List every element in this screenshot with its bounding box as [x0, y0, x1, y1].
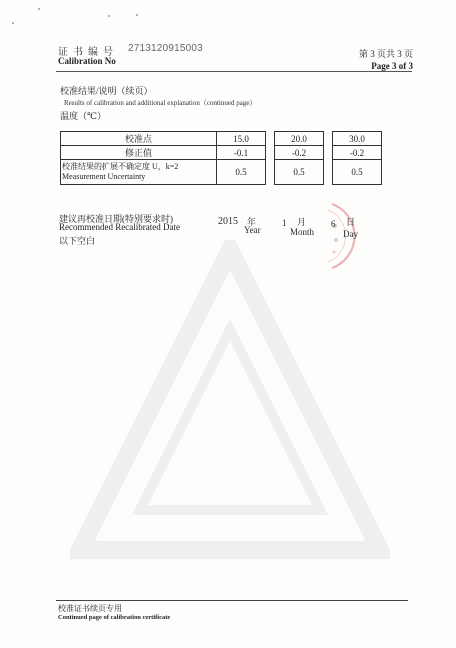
temperature-unit-label: 温度（℃） [60, 111, 107, 121]
scan-speck [38, 8, 40, 10]
table-cell: 0.5 [333, 160, 382, 185]
column-gap [266, 160, 275, 185]
row-label-uncertainty [61, 160, 217, 185]
table-cell: -0.1 [217, 146, 266, 160]
recalibration-month-value: 1 [282, 218, 287, 228]
header-divider [56, 71, 412, 72]
column-gap [266, 146, 275, 160]
certificate-number-label-en: Calibration No [58, 56, 116, 66]
table-row [61, 160, 382, 185]
blank-below-note: 以下空白 [59, 236, 96, 246]
uncertainty-label-cn: 校准结果的扩展不确定度 U，k=2 [62, 162, 179, 171]
table-row [61, 132, 382, 146]
column-gap [266, 132, 275, 146]
background-watermark [70, 240, 390, 560]
certificate-number: 2713120915003 [128, 43, 203, 54]
section-title-en: Results of calibration and additional explanation（continued page） [64, 99, 257, 107]
recalibration-year-value: 2015 [218, 216, 238, 227]
table-cell: 30.0 [333, 132, 382, 146]
footer-title-cn: 校准证书续页专用 [58, 604, 122, 613]
certificate-number-label-cn: 证书编号 [58, 47, 118, 58]
section-title-cn: 校准结果/说明（续页） [60, 86, 153, 96]
column-gap [324, 160, 333, 185]
table-cell: 15.0 [217, 132, 266, 146]
year-label-cn: 年 [247, 217, 257, 227]
row-label-calibration-point: 校准点 [61, 132, 217, 146]
footer-title-en: Continued page of calibration certificate [58, 614, 171, 621]
uncertainty-label-en: Measurement Uncertainty [62, 172, 146, 181]
scan-speck [136, 14, 138, 16]
table-cell: 0.5 [217, 160, 266, 185]
recalibration-day-value: 6 [331, 219, 336, 229]
day-label-en: Day [343, 229, 358, 239]
day-label-cn: 日 [346, 217, 356, 227]
footer-divider [56, 600, 408, 601]
table-row [61, 146, 382, 160]
scan-speck [12, 22, 14, 24]
table-cell: 20.0 [275, 132, 324, 146]
table-cell: -0.2 [275, 146, 324, 160]
month-label-cn: 月 [297, 217, 307, 227]
page-number-cn: 第 3 页共 3 页 [358, 49, 413, 59]
calibration-results-table [60, 131, 382, 185]
scan-speck [108, 15, 110, 17]
year-label-en: Year [244, 225, 261, 235]
row-label-correction: 修正值 [61, 146, 217, 160]
column-gap [324, 146, 333, 160]
table-cell: -0.2 [333, 146, 382, 160]
table-cell: 0.5 [275, 160, 324, 185]
month-label-en: Month [290, 227, 315, 237]
column-gap [324, 132, 333, 146]
recalibration-label-cn: 建议再校准日期(特别要求时) [59, 214, 173, 224]
recalibration-label-en: Recommended Recalibrated Date [59, 222, 180, 232]
page-number-en: Page 3 of 3 [371, 61, 413, 71]
